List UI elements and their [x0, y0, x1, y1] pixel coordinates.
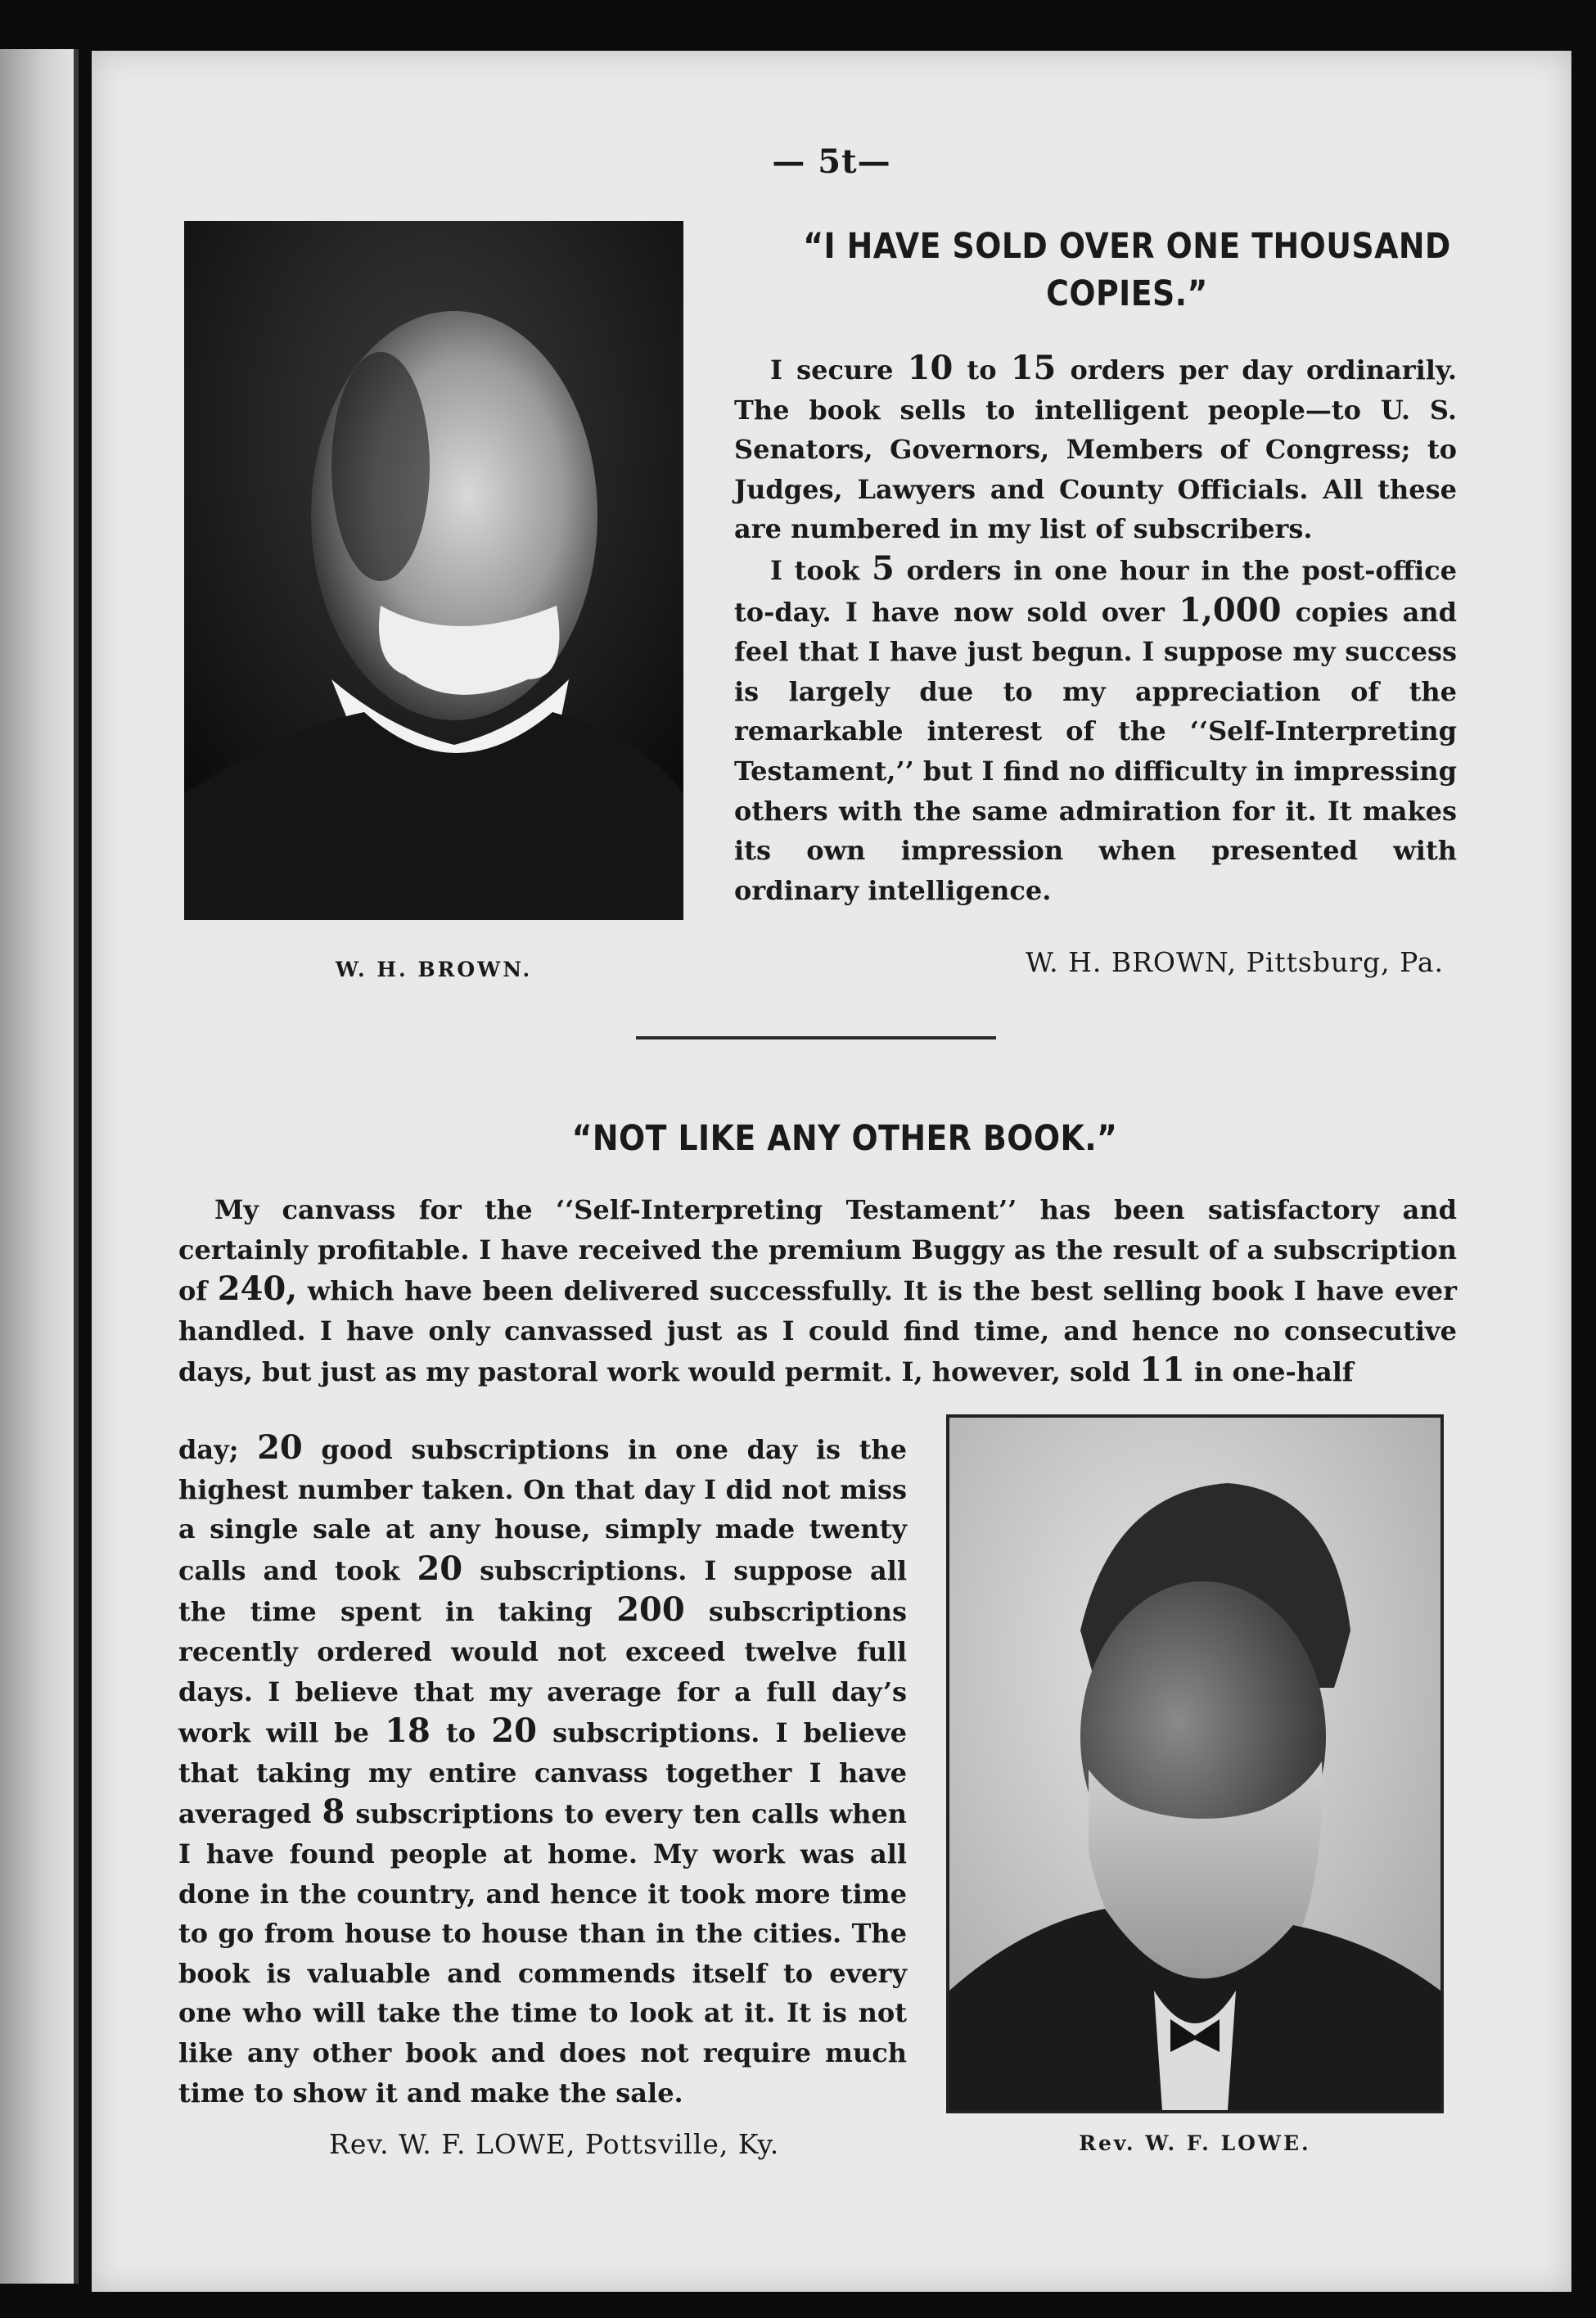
page-number: — 5t—	[772, 142, 891, 181]
headline-not-like-any-other-book: “NOT LIKE ANY OTHER BOOK.”	[571, 1118, 1118, 1159]
number-run: 240,	[217, 1269, 298, 1309]
portrait-caption-lowe: Rev. W. F. LOWE.	[1079, 2131, 1311, 2155]
number-run: 10	[907, 349, 954, 387]
article2-paragraph-bottom	[178, 1428, 907, 2113]
article2-paragraph-top	[178, 1190, 1457, 1392]
text-run: good subscriptions in one day is the highest number taken. On that day I did not miss a single sale at any house, simply made twenty calls and took	[178, 1434, 908, 1586]
number-run: 5	[872, 548, 895, 588]
number-run: 200	[616, 1590, 685, 1630]
text-run: which have been delivered successfully. It is the best selling book I have ever handled. I have only canvassed just as I could find time, and hence no consecutive days, but just as my pastoral work would permit. I, however, sold	[178, 1275, 1458, 1388]
signature-brown: W. H. BROWN, Pittsburg, Pa.	[1025, 946, 1444, 978]
text-run: subscriptions. I suppose all the time spent in taking	[178, 1554, 908, 1628]
article2-body-top	[178, 1190, 1457, 1392]
number-run: 18	[385, 1711, 431, 1751]
portrait-caption-brown: W. H. BROWN.	[335, 958, 533, 981]
headline-sold-over-thousand: “I HAVE SOLD OVER ONE THOUSAND COPIES.”	[803, 226, 1451, 314]
divider-rule	[636, 1036, 996, 1039]
text-run: subscriptions. I believe that taking my entire canvass together I have averaged	[178, 1717, 908, 1830]
number-run: 15	[1010, 349, 1057, 387]
text-run: to	[430, 1717, 492, 1749]
text-run: I took	[770, 554, 872, 586]
article2-body-bottom	[178, 1428, 907, 2113]
text-run: My canvass for the ‘‘Self-Interpreting Testament’’ has been satisfactory and certainly profitable. I have received the premium Buggy as the result of a subscription of	[178, 1194, 1457, 1307]
text-run: day;	[178, 1434, 258, 1465]
portrait-rev-w-f-lowe	[946, 1414, 1444, 2113]
number-run: 20	[417, 1549, 463, 1588]
text-run: to	[953, 354, 1011, 386]
article1-paragraph-2	[734, 549, 1457, 910]
text-run: subscriptions recently ordered would not exceed twelve full days. I believe that my average for a full day’s work will be	[178, 1596, 907, 1749]
text-run: in one-half	[1184, 1356, 1354, 1388]
scanned-page	[92, 51, 1571, 2292]
number-run: 20	[257, 1428, 303, 1467]
portrait-w-h-brown	[184, 221, 683, 920]
number-run: 20	[491, 1711, 537, 1751]
number-run: 8	[322, 1793, 345, 1832]
text-run: I secure	[770, 354, 908, 386]
text-run: subscriptions to every ten calls when I have found people at home. My work was all done in the country, and hence it took more time to go from house to house than in the cities. The book is valuable and commends itself to every one who will take the time to look at it. It is not like any other book and does not require much time to show it and make the sale.	[178, 1798, 908, 2108]
adjacent-page-edge	[0, 49, 79, 2284]
article1-body	[734, 349, 1457, 910]
text-run: orders in one hour in the post-office to-day. I have now sold over	[734, 554, 1458, 628]
text-run: copies and feel that I have just begun. I suppose my success is largely due to my appreciation of the remarkable interest of the ‘‘Self-Interpreting Testament,’’ but I find no difficulty in impressing others with the same admiration for it. It makes its own impression when presented with ordinary intelligence.	[734, 596, 1458, 906]
number-run: 1,000	[1179, 590, 1282, 629]
signature-lowe: Rev. W. F. LOWE, Pottsville, Ky.	[329, 2128, 780, 2160]
text-run: orders per day ordinarily. The book sells to intelligent people—to U. S. Senators, Governors, Members of Congress; to Judges, Lawyers and County Officials. All these are numbered in my list of subscribers.	[734, 354, 1458, 545]
number-run: 11	[1139, 1351, 1185, 1390]
article1-paragraph-1	[734, 349, 1457, 549]
